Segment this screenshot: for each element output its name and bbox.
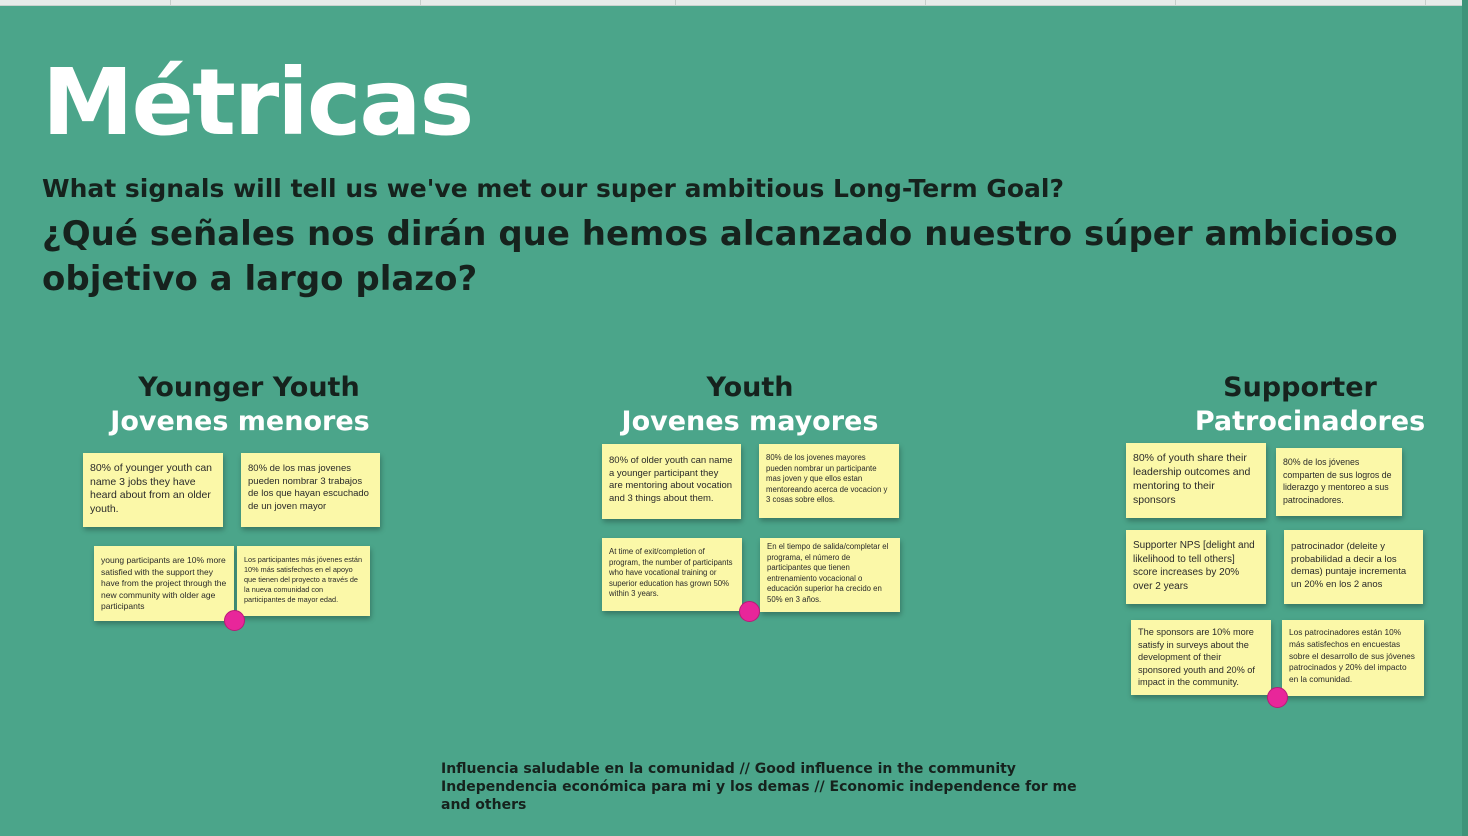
sticky-note-text: En el tiempo de salida/completar el programa, el número de participantes que tienen entrenamiento vocacional o educación superior ha crecido en 50% en 3 años. bbox=[767, 542, 889, 604]
sticky-note[interactable] bbox=[1282, 620, 1424, 696]
sticky-note[interactable] bbox=[94, 546, 234, 621]
page-title: Métricas bbox=[42, 49, 473, 156]
column-heading-es: Jovenes menores bbox=[110, 406, 370, 437]
vote-dot[interactable] bbox=[739, 601, 760, 622]
sticky-note-text: The sponsors are 10% more satisfy in surveys about the development of their sponsored youth and 20% of impact in the community. bbox=[1138, 627, 1255, 687]
column-heading-en: Youth bbox=[706, 372, 794, 403]
sticky-note-text: young participants are 10% more satisfied with the support they have from the project through the new community with older age participants bbox=[101, 555, 227, 611]
column-heading-en: Supporter bbox=[1223, 372, 1377, 403]
sticky-note[interactable] bbox=[237, 546, 370, 616]
sticky-note-text: patrocinador (deleite y probabilidad a decir a los demas) puntaje incrementa un 20% en los 2 anos bbox=[1291, 541, 1407, 590]
sticky-note-text: 80% de los jóvenes comparten de sus logros de liderazgo y mentoreo a sus patrocinadores. bbox=[1283, 457, 1392, 505]
column-heading-youth bbox=[600, 371, 900, 439]
sticky-note-text: 80% of younger youth can name 3 jobs they have heard about from an older youth. bbox=[90, 462, 213, 515]
sticky-note-text: Supporter NPS [delight and likelihood to tell others] score increases by 20% over 2 years bbox=[1133, 540, 1255, 592]
sticky-note[interactable] bbox=[241, 453, 380, 527]
sticky-note-text: At time of exit/completion of program, the number of participants who have vocational training or superior education has grown 50% within 3 years. bbox=[609, 547, 733, 598]
column-heading-es: Patrocinadores bbox=[1194, 406, 1426, 437]
footer-line: Influencia saludable en la comunidad // Good influence in the community bbox=[441, 761, 1016, 777]
sticky-note[interactable] bbox=[760, 538, 900, 612]
footer-goals bbox=[441, 760, 1081, 814]
sticky-note-text: 80% of youth share their leadership outcomes and mentoring to their sponsors bbox=[1133, 452, 1251, 506]
sticky-note-text: 80% de los mas jovenes pueden nombrar 3 trabajos de los que hayan escuchado de un joven mayor bbox=[248, 463, 369, 512]
column-heading-es: Jovenes mayores bbox=[621, 406, 879, 437]
sticky-note[interactable] bbox=[759, 444, 899, 518]
sticky-note[interactable] bbox=[83, 453, 223, 527]
column-heading-en: Younger Youth bbox=[138, 372, 360, 403]
sticky-note-text: Los participantes más jóvenes están 10% más satisfechos en el apoyo que tienen del proyecto a través de la nueva comunidad con participantes de mayor edad. bbox=[244, 555, 363, 604]
sticky-note-text: Los patrocinadores están 10% más satisfechos en encuestas sobre el desarrollo de sus jóvenes patrocinados y 20% del impacto en la comunidad. bbox=[1289, 627, 1415, 685]
sticky-note[interactable] bbox=[602, 444, 741, 519]
footer-line: Independencia económica para mi y los demas // Economic independence for me and others bbox=[441, 779, 1077, 813]
question-english: What signals will tell us we've met our super ambitious Long-Term Goal? bbox=[42, 174, 1064, 203]
sticky-note[interactable] bbox=[1126, 530, 1266, 604]
column-heading-supporter bbox=[1160, 371, 1460, 439]
sticky-note[interactable] bbox=[1276, 448, 1402, 516]
vote-dot[interactable] bbox=[1267, 687, 1288, 708]
column-heading-younger-youth bbox=[90, 371, 390, 439]
sticky-note[interactable] bbox=[1284, 530, 1423, 604]
sticky-note-text: 80% de los jovenes mayores pueden nombrar un participante mas joven y que ellos estan mentoreando acerca de vocacion y 3 cosas sobre ellos. bbox=[766, 453, 888, 504]
sticky-note-text: 80% of older youth can name a younger participant they are mentoring about vocation and 3 things about them. bbox=[609, 455, 733, 504]
canvas-right-edge bbox=[1462, 0, 1468, 836]
question-spanish: ¿Qué señales nos dirán que hemos alcanzado nuestro súper ambicioso objetivo a largo plazo? bbox=[42, 214, 1398, 299]
sticky-note[interactable] bbox=[1126, 443, 1266, 518]
sticky-note[interactable] bbox=[602, 538, 742, 611]
sticky-note[interactable] bbox=[1131, 620, 1271, 695]
canvas-top-ruler bbox=[0, 0, 1468, 6]
vote-dot[interactable] bbox=[224, 610, 245, 631]
